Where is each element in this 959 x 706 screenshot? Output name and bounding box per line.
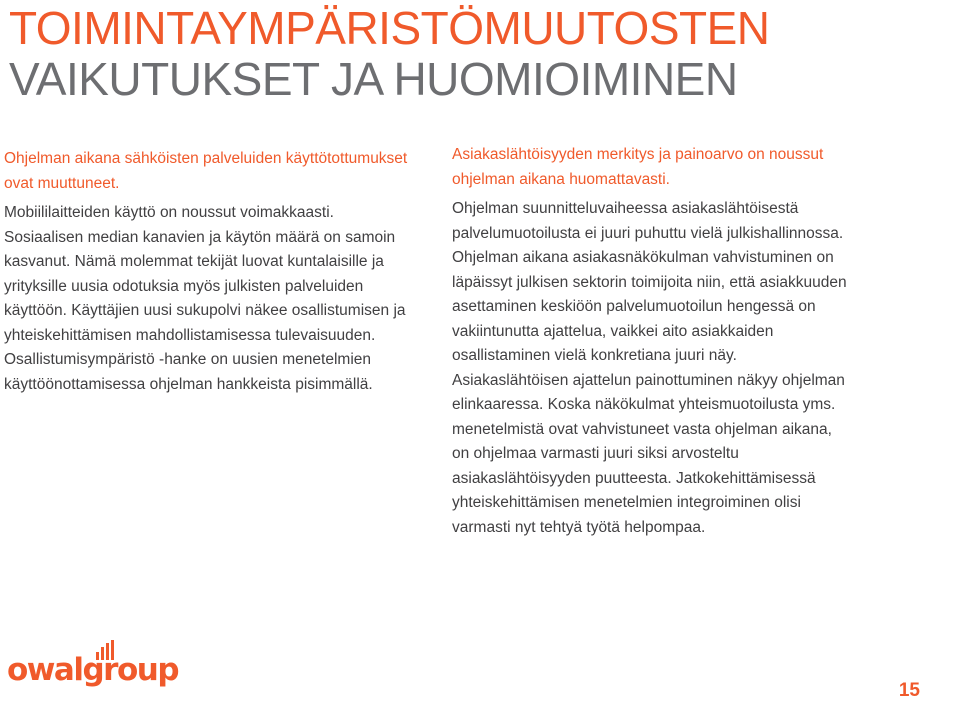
logo-wordmark: owalgroup <box>7 652 179 688</box>
right-column <box>452 143 852 540</box>
page-number: 15 <box>898 680 920 701</box>
left-column <box>4 147 414 397</box>
owalgroup-logo-icon <box>7 640 187 692</box>
right-body: Ohjelman suunnitteluvaiheessa asiakaslähtöisestä palvelumuotoilusta ei juuri puhuttu vielä julkishallinnossa. Ohjelman aikana asiakasnäkökulman vahvistuminen on läpäissyt julkisen sektorin toimijoita niin, että asiakkuuden asettaminen keskiöön palvelumuotoilun hengessä on vakiintunutta ajattelua, vaikkei aito asiakkaiden osallistaminen vielä konkretiana juuri näy. Asiakaslähtöisen ajattelun painottuminen näkyy ohjelman elinkaaressa. Koska näkökulmat yhteismuotoilusta yms. menetelmistä ovat vahvistuneet vasta ohjelman aikana, on ohjelmaa varmasti juuri siksi arvosteltu asiakaslähtöisyyden puutteesta. Jatkokehittämisessä yhteiskehittämisen menetelmien integroiminen olisi varmasti nyt tehtyä työtä helpompaa. <box>452 200 847 536</box>
left-body: Mobiililaitteiden käyttö on noussut voimakkaasti. Sosiaalisen median kanavien ja käytön määrä on samoin kasvanut. Nämä molemmat tekijät luovat kuntalaisille ja yrityksille uusia odotuksia myös julkisten palveluiden käyttöön. Käyttäjien uusi sukupolvi näkee osallistumisen ja yhteiskehittämisen mahdollistamisessa tulevaisuuden. Osallistumisympäristö -hanke on uusien menetelmien käyttöönottamisessa ohjelman hankkeista pisimmällä. <box>4 204 406 393</box>
left-lead: Ohjelman aikana sähköisten palveluiden käyttötottumukset ovat muuttuneet. <box>4 150 408 192</box>
page-title <box>9 3 770 105</box>
title-line-2: VAIKUTUKSET JA HUOMIOIMINEN <box>9 53 738 105</box>
title-line-1: TOIMINTAYMPÄRISTÖMUUTOSTEN <box>9 2 770 54</box>
owalgroup-logo <box>7 640 187 692</box>
right-lead: Asiakaslähtöisyyden merkitys ja painoarvo on noussut ohjelman aikana huomattavasti. <box>452 146 824 188</box>
